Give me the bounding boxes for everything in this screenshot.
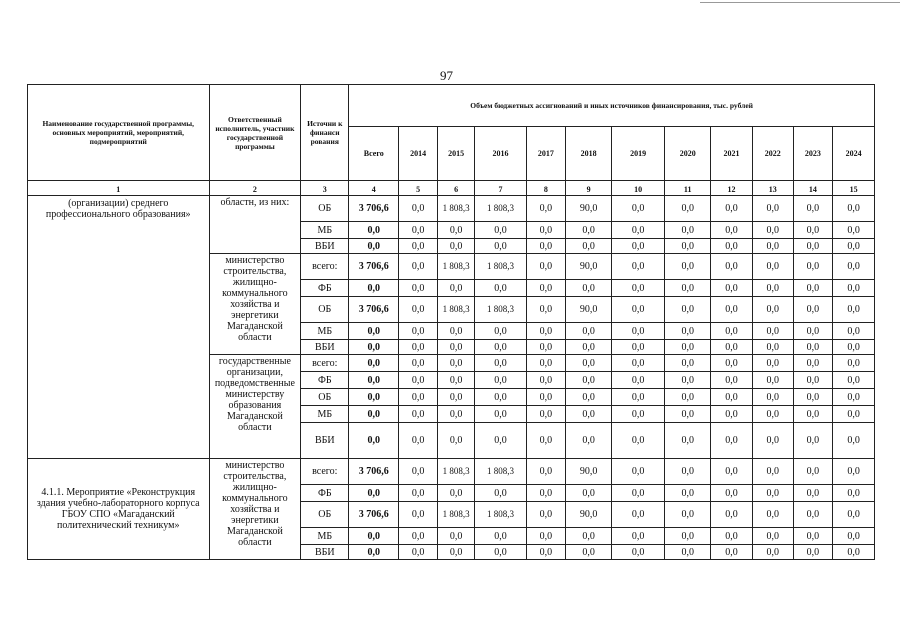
year-value-cell: 90,0: [566, 459, 612, 485]
year-value-cell: 0,0: [612, 485, 665, 502]
year-value-cell: 0,0: [612, 239, 665, 254]
total-cell: 0,0: [349, 239, 399, 254]
year-value-cell: 0,0: [475, 355, 526, 372]
year-value-cell: 0,0: [612, 406, 665, 423]
year-value-cell: 0,0: [833, 297, 875, 323]
year-value-cell: 0,0: [833, 254, 875, 280]
year-value-cell: 1 808,3: [475, 254, 526, 280]
index-cell: 6: [437, 181, 475, 196]
financing-table: [27, 84, 875, 560]
index-row: [28, 181, 875, 196]
year-value-cell: 0,0: [612, 355, 665, 372]
source-cell: ОБ: [301, 297, 349, 323]
total-cell: 3 706,6: [349, 254, 399, 280]
source-cell: ВБИ: [301, 545, 349, 560]
year-value-cell: 0,0: [665, 239, 711, 254]
year-value-cell: 1 808,3: [437, 254, 475, 280]
year-value-cell: 0,0: [665, 485, 711, 502]
year-value-cell: 0,0: [752, 502, 793, 528]
source-cell: всего:: [301, 459, 349, 485]
year-value-cell: 0,0: [665, 545, 711, 560]
table-body: [28, 181, 875, 560]
header-year: 2016: [475, 127, 526, 181]
year-value-cell: 0,0: [833, 502, 875, 528]
executor-cell: государственные организации, подведомственные министерству образования Магаданской области: [209, 355, 301, 459]
header-total: Всего: [349, 127, 399, 181]
year-value-cell: 0,0: [475, 406, 526, 423]
year-value-cell: 0,0: [752, 222, 793, 239]
index-cell: 7: [475, 181, 526, 196]
year-value-cell: 0,0: [711, 340, 753, 355]
year-value-cell: 0,0: [665, 423, 711, 459]
scan-artifact-line: [700, 2, 900, 3]
index-cell: 9: [566, 181, 612, 196]
index-cell: 15: [833, 181, 875, 196]
year-value-cell: 0,0: [437, 323, 475, 340]
year-value-cell: 0,0: [475, 423, 526, 459]
year-value-cell: 0,0: [475, 323, 526, 340]
year-value-cell: 1 808,3: [437, 297, 475, 323]
index-cell: 3: [301, 181, 349, 196]
total-cell: 3 706,6: [349, 459, 399, 485]
year-value-cell: 0,0: [793, 528, 833, 545]
year-value-cell: 0,0: [566, 423, 612, 459]
year-value-cell: 0,0: [752, 406, 793, 423]
year-value-cell: 0,0: [711, 196, 753, 222]
year-value-cell: 0,0: [526, 239, 566, 254]
year-value-cell: 0,0: [566, 355, 612, 372]
year-value-cell: 0,0: [399, 372, 438, 389]
source-cell: ОБ: [301, 196, 349, 222]
year-value-cell: 0,0: [793, 545, 833, 560]
year-value-cell: 0,0: [437, 280, 475, 297]
year-value-cell: 0,0: [399, 389, 438, 406]
year-value-cell: 1 808,3: [475, 502, 526, 528]
index-cell: 13: [752, 181, 793, 196]
year-value-cell: 0,0: [399, 423, 438, 459]
year-value-cell: 0,0: [526, 340, 566, 355]
year-value-cell: 0,0: [752, 485, 793, 502]
year-value-cell: 0,0: [475, 545, 526, 560]
year-value-cell: 0,0: [711, 389, 753, 406]
year-value-cell: 0,0: [566, 239, 612, 254]
year-value-cell: 0,0: [526, 323, 566, 340]
year-value-cell: 0,0: [526, 355, 566, 372]
year-value-cell: 0,0: [833, 485, 875, 502]
year-value-cell: 0,0: [399, 254, 438, 280]
year-value-cell: 0,0: [437, 355, 475, 372]
year-value-cell: 0,0: [793, 355, 833, 372]
year-value-cell: 0,0: [793, 254, 833, 280]
year-value-cell: 0,0: [566, 485, 612, 502]
year-value-cell: 1 808,3: [437, 196, 475, 222]
year-value-cell: 0,0: [526, 196, 566, 222]
source-cell: ФБ: [301, 372, 349, 389]
year-value-cell: 0,0: [833, 340, 875, 355]
year-value-cell: 0,0: [711, 545, 753, 560]
header-year: 2014: [399, 127, 438, 181]
year-value-cell: 0,0: [793, 340, 833, 355]
year-value-cell: 0,0: [526, 406, 566, 423]
source-cell: ВБИ: [301, 423, 349, 459]
year-value-cell: 0,0: [833, 528, 875, 545]
total-cell: 0,0: [349, 528, 399, 545]
year-value-cell: 0,0: [526, 297, 566, 323]
year-value-cell: 0,0: [752, 323, 793, 340]
year-value-cell: 0,0: [833, 239, 875, 254]
year-value-cell: 0,0: [612, 297, 665, 323]
year-value-cell: 0,0: [399, 280, 438, 297]
year-value-cell: 0,0: [526, 389, 566, 406]
total-cell: 0,0: [349, 545, 399, 560]
year-value-cell: 0,0: [526, 502, 566, 528]
year-value-cell: 0,0: [526, 254, 566, 280]
year-value-cell: 0,0: [399, 355, 438, 372]
total-cell: 0,0: [349, 340, 399, 355]
year-value-cell: 0,0: [711, 372, 753, 389]
year-value-cell: 0,0: [711, 459, 753, 485]
index-cell: 1: [28, 181, 210, 196]
year-value-cell: 90,0: [566, 254, 612, 280]
year-value-cell: 0,0: [665, 372, 711, 389]
year-value-cell: 0,0: [526, 280, 566, 297]
year-value-cell: 0,0: [526, 372, 566, 389]
year-value-cell: 0,0: [752, 389, 793, 406]
year-value-cell: 0,0: [711, 239, 753, 254]
year-value-cell: 0,0: [833, 406, 875, 423]
year-value-cell: 0,0: [665, 222, 711, 239]
year-value-cell: 0,0: [665, 196, 711, 222]
year-value-cell: 1 808,3: [437, 502, 475, 528]
total-cell: 0,0: [349, 389, 399, 406]
year-value-cell: 0,0: [475, 528, 526, 545]
source-cell: всего:: [301, 254, 349, 280]
header-name: Наименование государственной программы, основных мероприятий, мероприятий, подмероприятий: [28, 85, 210, 181]
year-value-cell: 0,0: [665, 389, 711, 406]
index-cell: 8: [526, 181, 566, 196]
source-cell: МБ: [301, 528, 349, 545]
total-cell: 3 706,6: [349, 502, 399, 528]
year-value-cell: 0,0: [665, 406, 711, 423]
header-executor: Ответственный исполнитель, участник государственной программы: [209, 85, 301, 181]
index-cell: 14: [793, 181, 833, 196]
total-cell: 0,0: [349, 280, 399, 297]
table-row: [28, 196, 875, 222]
year-value-cell: 0,0: [711, 323, 753, 340]
year-value-cell: 0,0: [437, 340, 475, 355]
total-cell: 0,0: [349, 485, 399, 502]
year-value-cell: 0,0: [711, 423, 753, 459]
year-value-cell: 0,0: [437, 528, 475, 545]
year-value-cell: 0,0: [437, 545, 475, 560]
year-value-cell: 0,0: [612, 254, 665, 280]
source-cell: МБ: [301, 406, 349, 423]
index-cell: 5: [399, 181, 438, 196]
year-value-cell: 0,0: [711, 355, 753, 372]
year-value-cell: 0,0: [612, 502, 665, 528]
year-value-cell: 0,0: [793, 222, 833, 239]
header-source: Источни к финанси рования: [301, 85, 349, 181]
header-year: 2018: [566, 127, 612, 181]
year-value-cell: 0,0: [665, 340, 711, 355]
year-value-cell: 0,0: [612, 323, 665, 340]
year-value-cell: 0,0: [793, 196, 833, 222]
year-value-cell: 0,0: [612, 423, 665, 459]
year-value-cell: 0,0: [665, 355, 711, 372]
year-value-cell: 0,0: [793, 297, 833, 323]
total-cell: 3 706,6: [349, 196, 399, 222]
total-cell: 0,0: [349, 355, 399, 372]
year-value-cell: 0,0: [793, 280, 833, 297]
source-cell: всего:: [301, 355, 349, 372]
year-value-cell: 0,0: [526, 222, 566, 239]
header-year: 2020: [665, 127, 711, 181]
index-cell: 11: [665, 181, 711, 196]
year-value-cell: 0,0: [711, 222, 753, 239]
year-value-cell: 0,0: [752, 280, 793, 297]
year-value-cell: 1 808,3: [475, 297, 526, 323]
year-value-cell: 0,0: [833, 355, 875, 372]
year-value-cell: 0,0: [612, 372, 665, 389]
year-value-cell: 0,0: [566, 389, 612, 406]
year-value-cell: 0,0: [566, 545, 612, 560]
program-name-cell: 4.1.1. Мероприятие «Реконструкция здания учебно-лабораторного корпуса ГБОУ СПО «Магаданский политехнический техникум»: [28, 459, 210, 560]
year-value-cell: 0,0: [711, 297, 753, 323]
year-value-cell: 0,0: [612, 196, 665, 222]
year-value-cell: 0,0: [711, 502, 753, 528]
year-value-cell: 0,0: [833, 222, 875, 239]
year-value-cell: 0,0: [752, 196, 793, 222]
header-year: 2015: [437, 127, 475, 181]
year-value-cell: 0,0: [566, 406, 612, 423]
header-year: 2019: [612, 127, 665, 181]
year-value-cell: 90,0: [566, 502, 612, 528]
year-value-cell: 0,0: [665, 528, 711, 545]
index-cell: 2: [209, 181, 301, 196]
executor-cell: областн, из них:: [209, 196, 301, 254]
year-value-cell: 0,0: [612, 459, 665, 485]
year-value-cell: 0,0: [833, 389, 875, 406]
year-value-cell: 0,0: [793, 423, 833, 459]
year-value-cell: 0,0: [475, 389, 526, 406]
year-value-cell: 0,0: [526, 545, 566, 560]
year-value-cell: 0,0: [612, 528, 665, 545]
year-value-cell: 0,0: [399, 502, 438, 528]
year-value-cell: 0,0: [752, 528, 793, 545]
year-value-cell: 0,0: [526, 423, 566, 459]
executor-cell: министерство строительства, жилищно-коммунального хозяйства и энергетики Магаданской области: [209, 459, 301, 560]
year-value-cell: 0,0: [612, 222, 665, 239]
header-year: 2022: [752, 127, 793, 181]
year-value-cell: 0,0: [665, 280, 711, 297]
total-cell: 0,0: [349, 323, 399, 340]
index-cell: 4: [349, 181, 399, 196]
year-value-cell: 0,0: [399, 545, 438, 560]
year-value-cell: 0,0: [711, 280, 753, 297]
year-value-cell: 0,0: [665, 254, 711, 280]
source-cell: ОБ: [301, 502, 349, 528]
header-year: 2021: [711, 127, 753, 181]
year-value-cell: 0,0: [612, 280, 665, 297]
source-cell: ОБ: [301, 389, 349, 406]
total-cell: 3 706,6: [349, 297, 399, 323]
year-value-cell: 0,0: [833, 459, 875, 485]
year-value-cell: 0,0: [399, 239, 438, 254]
year-value-cell: 0,0: [711, 254, 753, 280]
year-value-cell: 0,0: [793, 459, 833, 485]
year-value-cell: 0,0: [566, 340, 612, 355]
year-value-cell: 0,0: [399, 323, 438, 340]
index-cell: 12: [711, 181, 753, 196]
year-value-cell: 0,0: [612, 340, 665, 355]
year-value-cell: 0,0: [793, 406, 833, 423]
year-value-cell: 0,0: [437, 222, 475, 239]
year-value-cell: 0,0: [752, 254, 793, 280]
index-cell: 10: [612, 181, 665, 196]
year-value-cell: 1 808,3: [437, 459, 475, 485]
year-value-cell: 0,0: [833, 196, 875, 222]
year-value-cell: 0,0: [833, 372, 875, 389]
year-value-cell: 0,0: [566, 372, 612, 389]
year-value-cell: 0,0: [475, 222, 526, 239]
year-value-cell: 0,0: [475, 372, 526, 389]
year-value-cell: 0,0: [475, 340, 526, 355]
year-value-cell: 0,0: [612, 545, 665, 560]
page-number: 97: [440, 68, 453, 83]
year-value-cell: 0,0: [437, 406, 475, 423]
year-value-cell: 0,0: [526, 485, 566, 502]
year-value-cell: 0,0: [793, 239, 833, 254]
year-value-cell: 0,0: [833, 323, 875, 340]
year-value-cell: 0,0: [665, 323, 711, 340]
year-value-cell: 0,0: [437, 389, 475, 406]
total-cell: 0,0: [349, 406, 399, 423]
table-row: [28, 459, 875, 485]
header-year: 2023: [793, 127, 833, 181]
year-value-cell: 0,0: [833, 545, 875, 560]
year-value-cell: 1 808,3: [475, 196, 526, 222]
year-value-cell: 0,0: [752, 423, 793, 459]
year-value-cell: 0,0: [526, 459, 566, 485]
year-value-cell: 0,0: [665, 502, 711, 528]
year-value-cell: 0,0: [399, 196, 438, 222]
year-value-cell: 0,0: [665, 459, 711, 485]
total-cell: 0,0: [349, 423, 399, 459]
year-value-cell: 0,0: [752, 545, 793, 560]
source-cell: ВБИ: [301, 340, 349, 355]
year-value-cell: 0,0: [566, 280, 612, 297]
year-value-cell: 0,0: [833, 423, 875, 459]
header-volume: Объем бюджетных ассигнований и иных источников финансирования, тыс. рублей: [349, 85, 875, 127]
year-value-cell: 0,0: [399, 406, 438, 423]
header-year: 2017: [526, 127, 566, 181]
year-value-cell: 0,0: [752, 297, 793, 323]
year-value-cell: 0,0: [475, 280, 526, 297]
year-value-cell: 0,0: [399, 222, 438, 239]
year-value-cell: 0,0: [752, 372, 793, 389]
source-cell: МБ: [301, 222, 349, 239]
program-name-cell: (организации) среднего профессионального образования»: [28, 196, 210, 459]
year-value-cell: 0,0: [752, 355, 793, 372]
year-value-cell: 0,0: [711, 406, 753, 423]
source-cell: МБ: [301, 323, 349, 340]
year-value-cell: 0,0: [475, 239, 526, 254]
year-value-cell: 0,0: [399, 528, 438, 545]
year-value-cell: 0,0: [793, 372, 833, 389]
year-value-cell: 0,0: [566, 222, 612, 239]
source-cell: ВБИ: [301, 239, 349, 254]
year-value-cell: 0,0: [437, 239, 475, 254]
year-value-cell: 0,0: [793, 502, 833, 528]
year-value-cell: 0,0: [399, 485, 438, 502]
total-cell: 0,0: [349, 372, 399, 389]
year-value-cell: 0,0: [437, 485, 475, 502]
year-value-cell: 0,0: [526, 528, 566, 545]
year-value-cell: 0,0: [711, 528, 753, 545]
year-value-cell: 90,0: [566, 196, 612, 222]
year-value-cell: 0,0: [399, 459, 438, 485]
year-value-cell: 0,0: [475, 485, 526, 502]
year-value-cell: 0,0: [399, 340, 438, 355]
year-value-cell: 0,0: [752, 239, 793, 254]
year-value-cell: 0,0: [793, 323, 833, 340]
year-value-cell: 0,0: [711, 485, 753, 502]
table-header: [28, 85, 875, 181]
year-value-cell: 0,0: [437, 423, 475, 459]
executor-cell: министерство строительства, жилищно-коммунального хозяйства и энергетики Магаданской области: [209, 254, 301, 355]
year-value-cell: 90,0: [566, 297, 612, 323]
total-cell: 0,0: [349, 222, 399, 239]
year-value-cell: 0,0: [566, 528, 612, 545]
year-value-cell: 0,0: [793, 389, 833, 406]
year-value-cell: 0,0: [793, 485, 833, 502]
year-value-cell: 0,0: [833, 280, 875, 297]
year-value-cell: 0,0: [399, 297, 438, 323]
year-value-cell: 0,0: [752, 340, 793, 355]
year-value-cell: 0,0: [665, 297, 711, 323]
source-cell: ФБ: [301, 485, 349, 502]
year-value-cell: 1 808,3: [475, 459, 526, 485]
year-value-cell: 0,0: [566, 323, 612, 340]
year-value-cell: 0,0: [612, 389, 665, 406]
header-year: 2024: [833, 127, 875, 181]
year-value-cell: 0,0: [437, 372, 475, 389]
source-cell: ФБ: [301, 280, 349, 297]
year-value-cell: 0,0: [752, 459, 793, 485]
